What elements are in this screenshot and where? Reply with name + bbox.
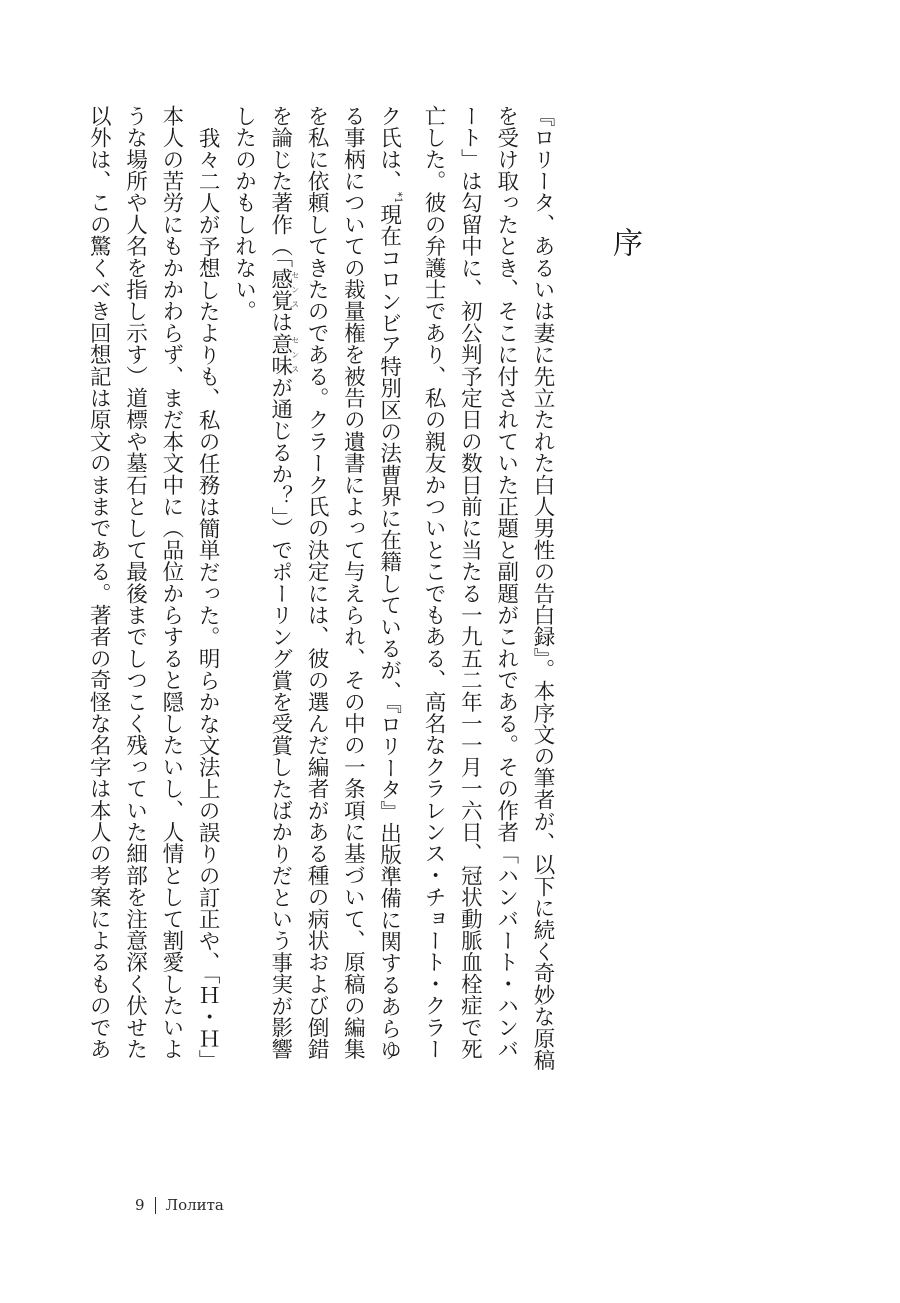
ruby-sense-1 — [267, 267, 300, 312]
footer-divider — [155, 1197, 156, 1214]
page-number: 9 — [135, 1196, 145, 1214]
running-title: Лолита — [165, 1196, 224, 1214]
paragraph-1-part-a: 『ロリータ、あるいは妻に先立たれた白人男性の告白録』。本序文の筆者が、以下に続く奇妙な原稿を受け取ったとき、そこに付されていた正題と副題がこれである。その作者「ハンバート・ハンバート」は勾留中に、初公判予定日の数日前に当たる一九五二年一一月一六日、冠状動脈血栓症で死亡した。彼の弁護士であり、私の親友かついとこでもある、高名なクラレンス・チョート・クラーク氏は、 — [376, 105, 555, 1071]
paragraph-2: 我々二人が予想したよりも、私の任務は簡単だった。明らかな文法上の誤りの訂正や、「Ｈ・Ｈ」本人の苦労にもかかわらず、まだ本文中に（品位からすると隠したいし、人情として割愛したいような場所や人名を指し示す）道標や墓石として最後までしつこく残っていた細部を注意深く伏せた以外は、この驚くべき回想記は原文のままである。著者の奇怪な名字は本人の考案によるものであ — [86, 105, 221, 1071]
ruby-base-1: 感覚 — [267, 267, 293, 312]
chapter-title: 序 — [607, 227, 642, 257]
paragraph-1 — [225, 105, 560, 1080]
ruby-text-1: センス — [290, 267, 300, 312]
body-text — [80, 105, 560, 1080]
ruby-text-2: センス — [290, 332, 300, 377]
footnote-marker[interactable]: *1 — [391, 191, 403, 204]
ruby-base-2: 意味 — [267, 332, 293, 377]
ruby-sense-2 — [267, 332, 300, 377]
page-footer — [135, 1192, 224, 1218]
paragraph-1-part-d: が通じるか？」）でポーリング賞を受賞したばかりだという事実が影響したのかもしれない。 — [231, 105, 293, 1061]
paragraph-1-part-c: は — [267, 311, 293, 333]
paragraph-1-part-b: 現在コロンビア特別区の法曹界に在籍しているが、『ロリータ』出版準備に関するあらゆる事柄についての裁量権を被告の遺書によって与えられ、その中の一条項に基づいて、原稿の編集を私に依頼してきたのである。クラーク氏の決定には、彼の選んだ編者がある種の病状および倒錯を論じた著作（「 — [267, 105, 402, 1061]
